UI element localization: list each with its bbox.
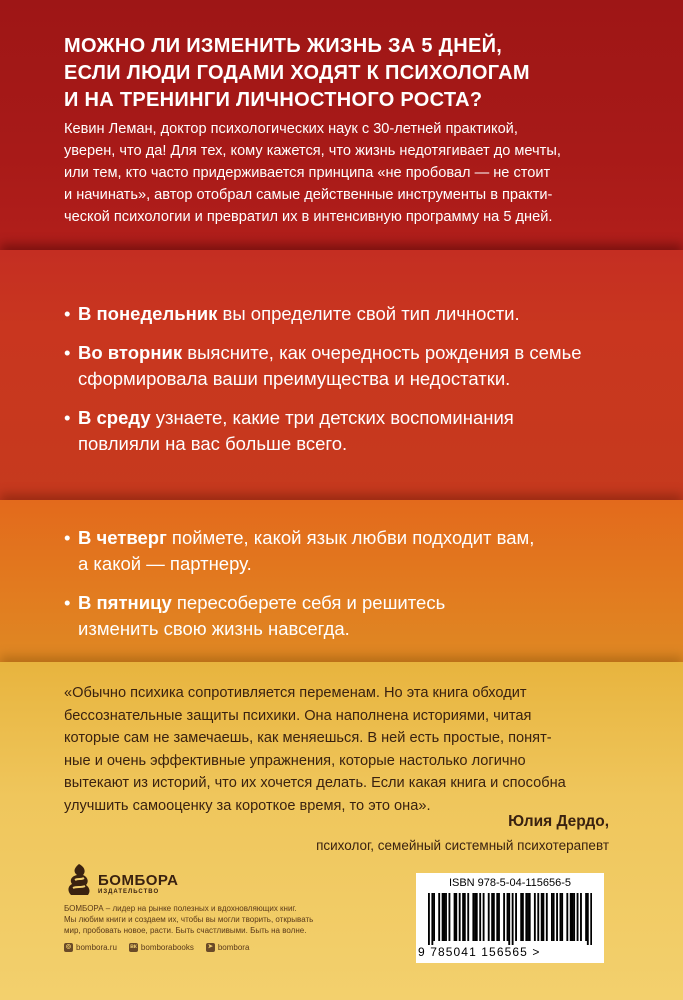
barcode-bar	[577, 893, 579, 941]
day-item-thursday	[64, 525, 664, 577]
barcode-bar	[474, 893, 476, 941]
publisher-about	[64, 903, 404, 936]
barcode-bar	[587, 893, 589, 945]
day-text: узнаете, какие три детских воспоминания	[150, 407, 514, 428]
barcode-bar	[462, 893, 464, 941]
headline-line: МОЖНО ЛИ ИЗМЕНИТЬ ЖИЗНЬ ЗА 5 ДНЕЙ,	[64, 35, 503, 57]
barcode-bar	[542, 893, 544, 941]
headline-line: И НА ТРЕНИНГИ ЛИЧНОСТНОГО РОСТА?	[64, 89, 483, 111]
barcode-bar	[561, 893, 563, 941]
day-text: а какой — партнеру.	[78, 553, 252, 574]
barcode-bar	[515, 893, 517, 941]
barcode-bar	[590, 893, 592, 945]
barcode-bar	[433, 893, 435, 941]
barcode-bar	[449, 893, 451, 941]
barcode-bar	[454, 893, 456, 941]
day-text: повлияли на вас больше всего.	[78, 433, 348, 454]
barcode-bars	[428, 893, 592, 945]
social-link-telegram[interactable]	[206, 943, 250, 952]
barcode-bar	[496, 893, 498, 941]
telegram-icon: ➤	[207, 944, 213, 950]
quote-author: Юлия Дердо,	[508, 813, 609, 830]
barcode-bar	[529, 893, 531, 941]
intro-line: и начинать», автор отобрал самые действенные инструменты в практи-	[64, 187, 553, 203]
day-name: В четверг	[78, 527, 167, 548]
barcode-bar	[556, 893, 558, 941]
about-line: мир, пробовать новое, расти. Быть счастливыми. Быть на волне.	[64, 926, 307, 935]
day-item-monday	[64, 301, 664, 327]
barcode-bar	[431, 893, 433, 945]
barcode-bar	[472, 893, 474, 941]
day-item-tuesday	[64, 340, 664, 392]
day-name: Во вторник	[78, 342, 183, 363]
day-text: изменить свою жизнь навсегда.	[78, 618, 350, 639]
headline	[64, 33, 644, 114]
barcode-bar	[522, 893, 524, 941]
intro-line: уверен, что да! Для тех, кому кажется, что жизнь недотягивает до мечты,	[64, 143, 561, 159]
barcode-bar	[572, 893, 574, 941]
barcode-bar	[488, 893, 490, 941]
bullet: •	[64, 303, 71, 324]
barcode-bar	[507, 893, 509, 941]
quote-author-role: психолог, семейный системный психотерапевт	[316, 838, 609, 853]
barcode-bar	[476, 893, 478, 941]
social-link-instagram[interactable]	[64, 943, 117, 952]
isbn-barcode	[416, 873, 604, 963]
barcode-bar	[553, 893, 555, 941]
day-text: вы определите свой тип личности.	[217, 303, 520, 324]
barcode-bar	[508, 893, 510, 945]
publisher-name: БОМБОРА	[98, 872, 179, 889]
social-links	[64, 943, 249, 952]
quote-line: «Обычно психика сопротивляется переменам. Но эта книга обходит	[64, 685, 527, 701]
vk-icon: вк	[130, 944, 137, 950]
barcode-bar	[566, 893, 568, 941]
barcode-bar	[455, 893, 457, 941]
barcode-bar	[493, 893, 495, 941]
barcode-bar	[580, 893, 582, 941]
days-list-second	[64, 525, 664, 655]
bullet: •	[64, 407, 71, 428]
barcode-bar	[520, 893, 522, 941]
day-name: В среду	[78, 407, 151, 428]
quote-line: ные и очень эффективные упражнения, которые настолько логично	[64, 752, 526, 769]
bullet: •	[64, 592, 71, 613]
barcode-bar	[541, 893, 543, 941]
barcode-bar	[491, 893, 493, 941]
barcode-bar	[512, 893, 514, 945]
barcode-bar	[479, 893, 481, 941]
barcode-digits: 9 785041 156565 >	[418, 945, 541, 959]
bombora-logo-icon	[64, 862, 94, 903]
barcode-bar	[585, 893, 587, 941]
day-name: В пятницу	[78, 592, 172, 613]
intro-line: ческой психологии и превратил их в интенсивную программу на 5 дней.	[64, 209, 553, 225]
barcode-bar	[573, 893, 575, 941]
days-list-first	[64, 301, 664, 470]
headline-line: ЕСЛИ ЛЮДИ ГОДАМИ ХОДЯТ К ПСИХОЛОГАМ	[64, 62, 530, 84]
barcode-bar	[464, 893, 466, 941]
barcode-bar	[483, 893, 485, 941]
barcode-bar	[546, 893, 548, 941]
intro-line: или тем, кто часто придерживается принципа «не пробовал — не стоит	[64, 165, 551, 181]
quote-line: вытекают из историй, что их хочется делать. Если какая книга и способна	[64, 775, 566, 791]
barcode-bar	[442, 893, 444, 941]
barcode-bar	[560, 893, 562, 941]
barcode-bar	[537, 893, 539, 941]
barcode-bar	[443, 893, 445, 941]
day-name: В понедельник	[78, 303, 218, 324]
intro-line: Кевин Леман, доктор психологических наук с 30-летней практикой,	[64, 121, 518, 137]
quote-line: которые сам не замечаешь, как меняешься. В ней есть простые, понят-	[64, 730, 552, 746]
barcode-bar	[527, 893, 529, 941]
isbn-text: ISBN 978-5-04-115656-5	[448, 877, 572, 889]
barcode-bar	[570, 893, 572, 941]
bullet: •	[64, 342, 71, 363]
social-label: bombora	[217, 943, 250, 952]
social-label: bombora.ru	[76, 943, 117, 952]
barcode-bar	[459, 893, 461, 941]
barcode-bar	[498, 893, 500, 941]
barcode-bar	[551, 893, 553, 941]
social-link-vk[interactable]	[129, 943, 194, 952]
testimonial-quote	[64, 682, 664, 817]
day-item-friday	[64, 590, 664, 642]
barcode-bar	[438, 893, 440, 941]
intro-paragraph	[64, 118, 664, 228]
day-text: пересоберете себя и решитесь	[171, 592, 446, 613]
barcode-bar	[534, 893, 536, 941]
social-label: bomborabooks	[140, 943, 194, 952]
barcode-bar	[445, 893, 447, 941]
day-text: поймете, какой язык любви подходит вам,	[166, 527, 535, 548]
bullet: •	[64, 527, 71, 548]
publisher-subtitle: ИЗДАТЕЛЬСТВО	[98, 889, 160, 895]
day-item-wednesday	[64, 405, 664, 457]
barcode-bar	[503, 893, 505, 941]
about-line: БОМБОРА – лидер на рынке полезных и вдохновляющих книг.	[64, 904, 297, 913]
about-line: Мы любим книги и создаем их, чтобы вы могли творить, открывать	[64, 915, 314, 924]
barcode-bar	[428, 893, 430, 945]
day-text: выясните, как очередность рождения в семье	[182, 342, 582, 363]
instagram-icon: ◎	[65, 944, 72, 950]
day-text: сформировала ваши преимущества и недостатки.	[78, 368, 511, 389]
quote-line: бессознательные защиты психики. Она наполнена историями, читая	[64, 707, 532, 724]
quote-line: улучшить самооценку за короткое время, то это она».	[64, 797, 431, 814]
publisher-logo	[64, 860, 184, 900]
barcode-bar	[525, 893, 527, 941]
barcode-bar	[467, 893, 469, 941]
